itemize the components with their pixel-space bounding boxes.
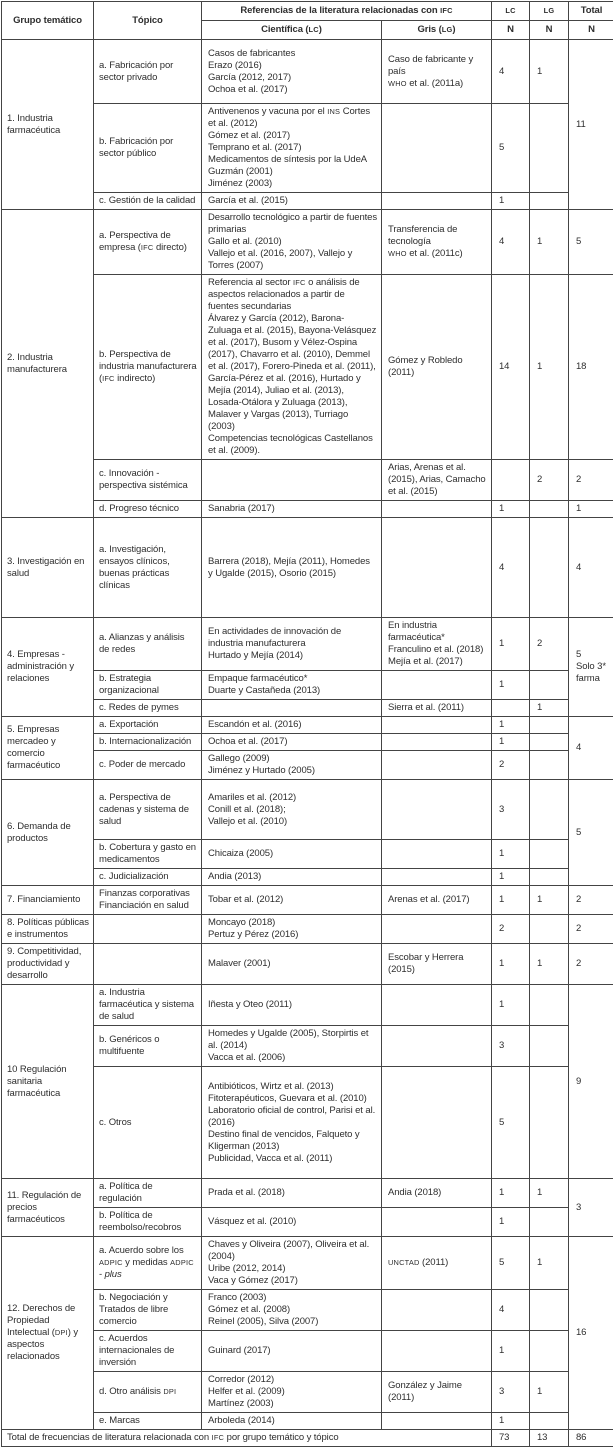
grey-refs-cell (382, 671, 492, 700)
topic-cell: a. Alianzas y análisis de redes (94, 618, 202, 671)
lg-count-cell (530, 869, 569, 886)
lg-count-cell (530, 1331, 569, 1372)
topic-cell: c. Judicialización (94, 869, 202, 886)
scientific-refs-cell: Malaver (2001) (202, 944, 382, 985)
col-header-grupo-tematico: Grupo temático (2, 2, 94, 40)
group-total-cell: 9 (569, 985, 613, 1179)
scientific-refs-cell: Vásquez et al. (2010) (202, 1208, 382, 1237)
lc-count-cell: 1 (492, 193, 530, 210)
table-row (2, 671, 613, 700)
table-row (2, 944, 613, 985)
table-row (2, 618, 613, 671)
row-total-cell: 5 (569, 210, 613, 275)
lc-count-cell: 1 (492, 671, 530, 700)
table-row (2, 193, 613, 210)
lc-count-cell: 1 (492, 1331, 530, 1372)
scientific-refs-cell: Empaque farmacéutico* Duarte y Castañeda (2013) (202, 671, 382, 700)
grey-refs-cell (382, 1290, 492, 1331)
lc-count-cell: 1 (492, 1413, 530, 1430)
topic-cell: a. Investigación, ensayos clínicos, buenas prácticas clínicas (94, 518, 202, 618)
table-row (2, 1237, 613, 1290)
table-row (2, 915, 613, 944)
group-label-cell: 11. Regulación de precios farmacéuticos (2, 1179, 94, 1237)
lg-count-cell (530, 1026, 569, 1067)
scientific-refs-cell: Tobar et al. (2012) (202, 886, 382, 915)
scientific-refs-cell: García et al. (2015) (202, 193, 382, 210)
topic-cell: a. Política de regulación (94, 1179, 202, 1208)
group-total-cell: 4 (569, 518, 613, 618)
lg-count-cell: 1 (530, 1237, 569, 1290)
topic-cell: b. Política de reembolso/recobros (94, 1208, 202, 1237)
group-total-cell: 3 (569, 1179, 613, 1237)
lg-count-cell (530, 734, 569, 751)
row-total-cell: 2 (569, 886, 613, 915)
table-row (2, 717, 613, 734)
lg-count-cell: 2 (530, 460, 569, 501)
scientific-refs-cell: Antibióticos, Wirtz et al. (2013) Fitoterapéuticos, Guevara et al. (2010) Laboratorio oficial de control, Parisi et al. (2016) Destino final de vencidos, Falqueto y Kligerman (2013) Publicidad, Vacca et al. (2011) (202, 1067, 382, 1179)
table-row (2, 1026, 613, 1067)
group-label-cell: 5. Empresas mercadeo y comercio farmacéutico (2, 717, 94, 780)
table-row (2, 210, 613, 275)
lg-count-cell (530, 751, 569, 780)
group-label-cell: 4. Empresas - administración y relaciones (2, 618, 94, 717)
group-total-cell: 4 (569, 717, 613, 780)
topic-cell: a. Industria farmacéutica y sistema de salud (94, 985, 202, 1026)
row-total-cell: 2 (569, 460, 613, 501)
scientific-refs-cell: En actividades de innovación de industria manufacturera Hurtado y Mejía (2014) (202, 618, 382, 671)
lc-count-cell: 1 (492, 717, 530, 734)
scientific-refs-cell: Casos de fabricantes Erazo (2016) García (2012, 2017) Ochoa et al. (2017) (202, 40, 382, 104)
lc-count-cell: 3 (492, 1026, 530, 1067)
col-header-referencias: Referencias de la literatura relacionadas con IFC (202, 2, 492, 21)
lg-count-cell (530, 518, 569, 618)
topic-cell: a. Fabricación por sector privado (94, 40, 202, 104)
grey-refs-cell: Arias, Arenas et al. (2015), Arias, Camacho et al. (2015) (382, 460, 492, 501)
topic-cell: a. Acuerdo sobre los ADPIC y medidas ADPIC - plus (94, 1237, 202, 1290)
topic-cell: c. Gestión de la calidad (94, 193, 202, 210)
col-header-topico: Tópico (94, 2, 202, 40)
table-row (2, 104, 613, 193)
lg-count-cell (530, 193, 569, 210)
topic-cell (94, 915, 202, 944)
lc-count-cell: 1 (492, 618, 530, 671)
scientific-refs-cell: Amariles et al. (2012) Conill et al. (2018); Vallejo et al. (2010) (202, 780, 382, 840)
lg-count-cell: 1 (530, 886, 569, 915)
table-row (2, 734, 613, 751)
topic-cell: c. Poder de mercado (94, 751, 202, 780)
table-body (2, 40, 613, 1430)
table-footer (2, 1430, 613, 1447)
grey-refs-cell (382, 1067, 492, 1179)
lg-count-cell (530, 1208, 569, 1237)
table-row (2, 40, 613, 104)
lg-count-cell (530, 780, 569, 840)
row-total-cell: 2 (569, 915, 613, 944)
grey-refs-cell (382, 869, 492, 886)
topic-cell: b. Genéricos o multifuente (94, 1026, 202, 1067)
scientific-refs-cell: Gallego (2009) Jiménez y Hurtado (2005) (202, 751, 382, 780)
topic-cell: b. Perspectiva de industria manufacturera (IFC indirecto) (94, 275, 202, 460)
lc-count-cell: 1 (492, 840, 530, 869)
table-row (2, 518, 613, 618)
scientific-refs-cell: Corredor (2012) Helfer et al. (2009) Martínez (2003) (202, 1372, 382, 1413)
lc-count-cell: 1 (492, 734, 530, 751)
scientific-refs-cell: Desarrollo tecnológico a partir de fuentes primarias Gallo et al. (2010) Vallejo et al. (2016, 2007), Vallejo y Torres (2007) (202, 210, 382, 275)
grey-refs-cell (382, 1208, 492, 1237)
table-row (2, 886, 613, 915)
lc-count-cell: 4 (492, 210, 530, 275)
lc-count-cell: 4 (492, 40, 530, 104)
lg-count-cell (530, 1067, 569, 1179)
lc-count-cell (492, 700, 530, 717)
group-label-cell: 9. Competitividad, productividad y desarrollo (2, 944, 94, 985)
group-label-cell: 1. Industria farmacéutica (2, 40, 94, 210)
topic-cell: a. Exportación (94, 717, 202, 734)
lg-count-cell (530, 840, 569, 869)
table-row (2, 1413, 613, 1430)
col-header-n-total: N (569, 21, 613, 40)
grey-refs-cell (382, 751, 492, 780)
group-label-cell: 7. Financiamiento (2, 886, 94, 915)
lc-count-cell: 1 (492, 869, 530, 886)
row-total-cell: 18 (569, 275, 613, 460)
topic-cell: c. Innovación - perspectiva sistémica (94, 460, 202, 501)
table-row (2, 985, 613, 1026)
col-header-lg: LG (530, 2, 569, 21)
header-row-1 (2, 2, 613, 21)
grey-refs-cell: En industria farmacéutica* Franculino et al. (2018) Mejía et al. (2017) (382, 618, 492, 671)
lg-count-cell (530, 985, 569, 1026)
table-header (2, 2, 613, 40)
grey-refs-cell: Caso de fabricante y país WHO et al. (2011a) (382, 40, 492, 104)
table-row (2, 751, 613, 780)
lc-count-cell: 4 (492, 518, 530, 618)
col-header-n-lg: N (530, 21, 569, 40)
lg-count-cell: 1 (530, 700, 569, 717)
topic-cell: a. Perspectiva de cadenas y sistema de salud (94, 780, 202, 840)
lc-count-cell: 3 (492, 1372, 530, 1413)
lg-count-cell: 1 (530, 40, 569, 104)
grey-refs-cell (382, 518, 492, 618)
lg-count-cell: 1 (530, 1179, 569, 1208)
grey-refs-cell (382, 717, 492, 734)
row-total-cell: 2 (569, 944, 613, 985)
lc-count-cell: 1 (492, 1208, 530, 1237)
topic-cell: b. Internacionalización (94, 734, 202, 751)
scientific-refs-cell: Antivenenos y vacuna por el INS Cortes et al. (2012) Gómez et al. (2017) Temprano et al. (2017) Medicamentos de síntesis por la UdeA Guzmán (2001) Jiménez (2003) (202, 104, 382, 193)
scientific-refs-cell: Escandón et al. (2016) (202, 717, 382, 734)
topic-cell: c. Acuerdos internacionales de inversión (94, 1331, 202, 1372)
scientific-refs-cell: Prada et al. (2018) (202, 1179, 382, 1208)
topic-cell: e. Marcas (94, 1413, 202, 1430)
grey-refs-cell (382, 985, 492, 1026)
footer-grand-total: 86 (569, 1430, 613, 1447)
footer-total-label: Total de frecuencias de literatura relacionada con IFC por grupo temático y tópico (2, 1430, 492, 1447)
lg-count-cell (530, 671, 569, 700)
scientific-refs-cell: Ochoa et al. (2017) (202, 734, 382, 751)
lc-count-cell: 1 (492, 886, 530, 915)
table-row (2, 1290, 613, 1331)
lg-count-cell: 1 (530, 210, 569, 275)
table-row (2, 1208, 613, 1237)
grey-refs-cell (382, 193, 492, 210)
table-row (2, 460, 613, 501)
lc-count-cell: 4 (492, 1290, 530, 1331)
lg-count-cell: 1 (530, 1372, 569, 1413)
group-label-cell: 10 Regulación sanitaria farmacéutica (2, 985, 94, 1179)
grey-refs-cell (382, 734, 492, 751)
lg-count-cell: 1 (530, 275, 569, 460)
scientific-refs-cell: Referencia al sector IFC o análisis de aspectos relacionados a partir de fuentes secundarias Álvarez y García (2012), Barona-Zuluaga et al. (2015), Bayona-Velásquez et al. (2017), Busom y Vélez-Ospina (2017), Chavarro et al. (2010), Demmel et al. (2017), Forero-Pineda et al. (2011), García-Pérez et al. (2016), Hurtado y Mejía (2014), Juliao et al. (2013), Losada-Otálora y Zuluaga (2013), Malaver y Vargas (2013), Turriago (2003) Competencias tecnológicas Castellanos et al. (2009). (202, 275, 382, 460)
table-row (2, 869, 613, 886)
lc-count-cell: 1 (492, 944, 530, 985)
grey-refs-cell (382, 1413, 492, 1430)
scientific-refs-cell: Chicaiza (2005) (202, 840, 382, 869)
footer-lc-total: 73 (492, 1430, 530, 1447)
group-label-cell: 12. Derechos de Propiedad Intelectual (DPI) y aspectos relacionados (2, 1237, 94, 1430)
topic-cell: b. Negociación y Tratados de libre comercio (94, 1290, 202, 1331)
lc-count-cell: 3 (492, 780, 530, 840)
scientific-refs-cell: Homedes y Ugalde (2005), Storpirtis et al. (2014) Vacca et al. (2006) (202, 1026, 382, 1067)
scientific-refs-cell: Moncayo (2018) Pertuz y Pérez (2016) (202, 915, 382, 944)
lc-count-cell: 5 (492, 1067, 530, 1179)
scientific-refs-cell: Chaves y Oliveira (2007), Oliveira et al. (2004) Uribe (2012, 2014) Vaca y Gómez (2017) (202, 1237, 382, 1290)
table-row (2, 1067, 613, 1179)
lg-count-cell (530, 104, 569, 193)
scientific-refs-cell: Andia (2013) (202, 869, 382, 886)
table-row (2, 501, 613, 518)
table-row (2, 700, 613, 717)
table-row (2, 1179, 613, 1208)
lc-count-cell: 5 (492, 104, 530, 193)
scientific-refs-cell: Iñesta y Oteo (2011) (202, 985, 382, 1026)
topic-cell: b. Fabricación por sector público (94, 104, 202, 193)
grey-refs-cell: Andia (2018) (382, 1179, 492, 1208)
grey-refs-cell: Transferencia de tecnología WHO et al. (2011c) (382, 210, 492, 275)
grey-refs-cell: UNCTAD (2011) (382, 1237, 492, 1290)
group-label-cell: 6. Demanda de productos (2, 780, 94, 886)
topic-cell (94, 944, 202, 985)
lg-count-cell (530, 1290, 569, 1331)
lc-count-cell: 2 (492, 915, 530, 944)
col-header-gris: Gris (LG) (382, 21, 492, 40)
topic-cell: b. Cobertura y gasto en medicamentos (94, 840, 202, 869)
topic-cell: Finanzas corporativas Financiación en salud (94, 886, 202, 915)
lc-count-cell: 2 (492, 751, 530, 780)
lc-count-cell: 1 (492, 501, 530, 518)
table-row (2, 1331, 613, 1372)
grey-refs-cell: Escobar y Herrera (2015) (382, 944, 492, 985)
grey-refs-cell (382, 840, 492, 869)
grey-refs-cell (382, 915, 492, 944)
lc-count-cell: 1 (492, 985, 530, 1026)
lg-count-cell (530, 717, 569, 734)
topic-cell: b. Estrategia organizacional (94, 671, 202, 700)
group-total-cell: 11 (569, 40, 613, 210)
lg-count-cell (530, 915, 569, 944)
grey-refs-cell (382, 1026, 492, 1067)
grey-refs-cell (382, 1331, 492, 1372)
group-total-cell: 5 (569, 780, 613, 886)
table-row (2, 780, 613, 840)
grey-refs-cell (382, 780, 492, 840)
topic-cell: d. Otro análisis DPI (94, 1372, 202, 1413)
lc-count-cell: 5 (492, 1237, 530, 1290)
scientific-refs-cell: Franco (2003) Gómez et al. (2008) Reinel (2005), Silva (2007) (202, 1290, 382, 1331)
footer-row (2, 1430, 613, 1447)
footer-lg-total: 13 (530, 1430, 569, 1447)
row-total-cell: 1 (569, 501, 613, 518)
lg-count-cell (530, 501, 569, 518)
grey-refs-cell (382, 501, 492, 518)
table-row (2, 840, 613, 869)
scientific-refs-cell (202, 700, 382, 717)
lg-count-cell: 1 (530, 944, 569, 985)
scientific-refs-cell (202, 460, 382, 501)
lg-count-cell: 2 (530, 618, 569, 671)
lg-count-cell (530, 1413, 569, 1430)
lc-count-cell: 14 (492, 275, 530, 460)
topic-cell: d. Progreso técnico (94, 501, 202, 518)
group-label-cell: 8. Políticas públicas e instrumentos (2, 915, 94, 944)
col-header-total: Total (569, 2, 613, 21)
topic-cell: c. Otros (94, 1067, 202, 1179)
literature-references-table (1, 1, 613, 1447)
scientific-refs-cell: Barrera (2018), Mejía (2011), Homedes y Ugalde (2015), Osorio (2015) (202, 518, 382, 618)
topic-cell: c. Redes de pymes (94, 700, 202, 717)
grey-refs-cell: González y Jaime (2011) (382, 1372, 492, 1413)
col-header-cientifica: Científica (LC) (202, 21, 382, 40)
scientific-refs-cell: Sanabria (2017) (202, 501, 382, 518)
scientific-refs-cell: Arboleda (2014) (202, 1413, 382, 1430)
group-total-cell: 5 Solo 3* farma (569, 618, 613, 717)
group-label-cell: 2. Industria manufacturera (2, 210, 94, 518)
col-header-lc: LC (492, 2, 530, 21)
lc-count-cell (492, 460, 530, 501)
table-row (2, 1372, 613, 1413)
grey-refs-cell: Arenas et al. (2017) (382, 886, 492, 915)
grey-refs-cell (382, 104, 492, 193)
scientific-refs-cell: Guinard (2017) (202, 1331, 382, 1372)
group-label-cell: 3. Investigación en salud (2, 518, 94, 618)
grey-refs-cell: Gómez y Robledo (2011) (382, 275, 492, 460)
table-row (2, 275, 613, 460)
grey-refs-cell: Sierra et al. (2011) (382, 700, 492, 717)
group-total-cell: 16 (569, 1237, 613, 1430)
lc-count-cell: 1 (492, 1179, 530, 1208)
col-header-n-lc: N (492, 21, 530, 40)
topic-cell: a. Perspectiva de empresa (IFC directo) (94, 210, 202, 275)
